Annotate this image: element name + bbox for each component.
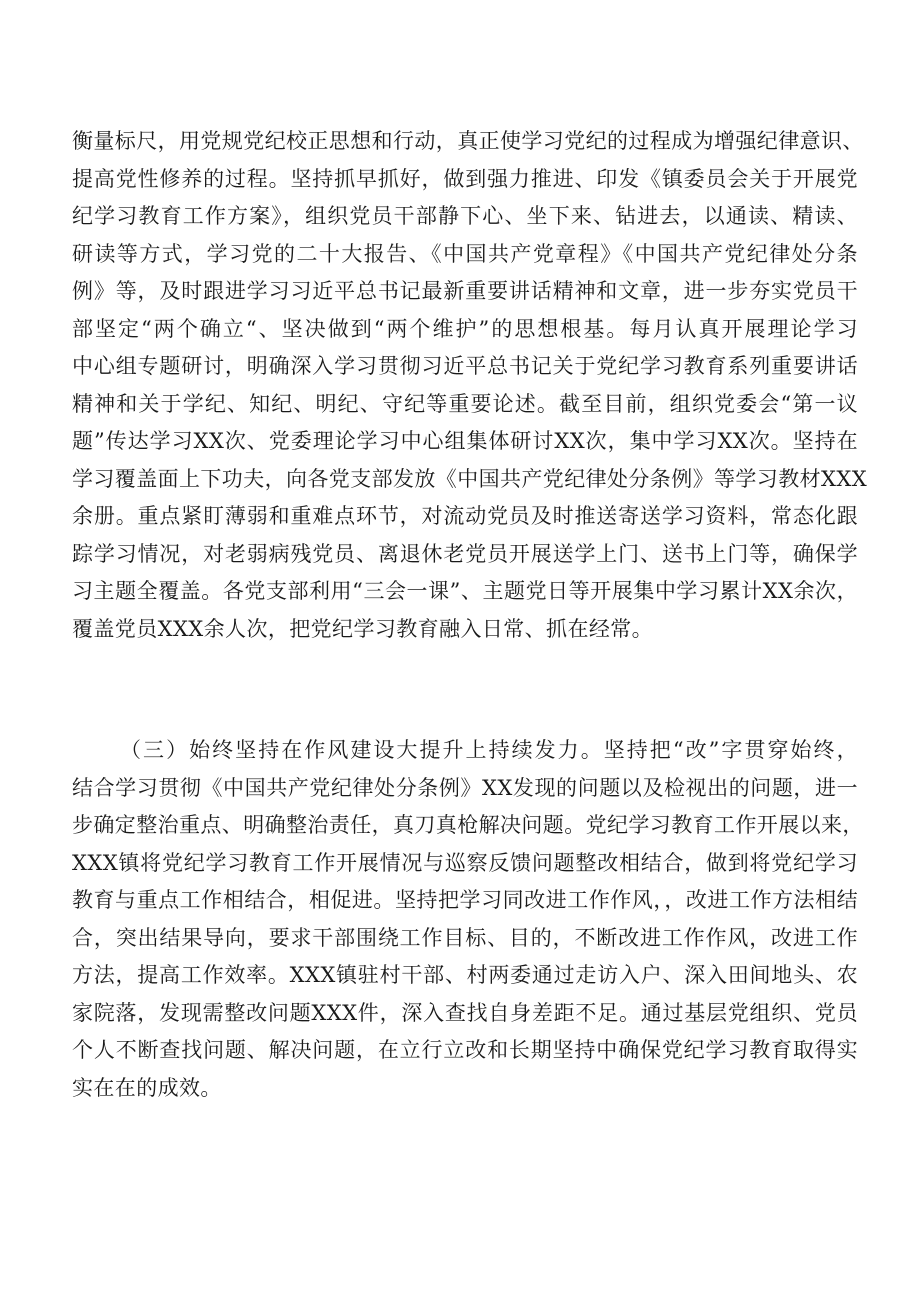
section-heading-line: （三）始终坚持在作风建设大提升上持续发力。坚持把“改”字贯穿始终， bbox=[120, 738, 858, 762]
text-line: 提高党性修养的过程。坚持抓早抓好，做到强力推进、印发《镇委员会关于开展党 bbox=[72, 166, 858, 191]
text-line: 结合学习贯彻《中国共产党纪律处分条例》XX发现的问题以及检视出的问题，进一 bbox=[72, 775, 858, 800]
text-line: 覆盖党员XXX余人次，把党纪学习教育融入日常、抓在经常。 bbox=[72, 616, 654, 641]
text-line: 步确定整治重点、明确整治责任，真刀真枪解决问题。党纪学习教育工作开展以来， bbox=[72, 813, 864, 837]
text-line: 例》等，及时跟进学习习近平总书记最新重要讲话精神和文章，进一步夯实党员干 bbox=[72, 279, 858, 303]
text-line: 个人不断查找问题、解决问题，在立行立改和长期坚持中确保党纪学习教育取得实 bbox=[72, 1038, 858, 1062]
text-line: 方法，提高工作效率。XXX镇驻村干部、村两委通过走访入户、深入田间地头、农 bbox=[72, 963, 858, 987]
text-line: 中心组专题研讨，明确深入学习贯彻习近平总书记关于党纪学习教育系列重要讲话 bbox=[72, 354, 858, 378]
text-line: 衡量标尺，用党规党纪校正思想和行动，真正使学习党纪的过程成为增强纪律意识、 bbox=[72, 129, 864, 153]
text-line: 踪学习情况，对老弱病残党员、离退休老党员开展送学上门、送书上门等，确保学 bbox=[72, 541, 858, 566]
paragraph-work-style bbox=[72, 732, 864, 1107]
text-line: 题”传达学习XX次、党委理论学习中心组集体研讨XX次，集中学习XX次。坚持在 bbox=[72, 429, 858, 453]
text-line: 纪学习教育工作方案》，组织党员干部静下心、坐下来、钻进去，以通读、精读、 bbox=[72, 204, 858, 228]
text-line: 习主题全覆盖。各党支部利用“三会一课”、主题党日等开展集中学习累计XX余次， bbox=[72, 579, 858, 603]
text-line: 余册。重点紧盯薄弱和重难点环节，对流动党员及时推送寄送学习资料，常态化跟 bbox=[72, 504, 858, 528]
text-line: 家院落，发现需整改问题XXX件，深入查找自身差距不足。通过基层党组织、党员 bbox=[72, 1000, 858, 1025]
text-line: 教育与重点工作相结合，相促进。坚持把学习同改进工作作风，，改进工作方法相结 bbox=[72, 888, 858, 912]
paragraph-study-coverage bbox=[72, 123, 868, 648]
text-line: 实在在的成效。 bbox=[72, 1075, 222, 1100]
text-line: XXX镇将党纪学习教育工作开展情况与巡察反馈问题整改相结合，做到将党纪学习 bbox=[72, 850, 858, 875]
text-line: 精神和关于学纪、知纪、明纪、守纪等重要论述。截至目前，组织党委会“第一议 bbox=[72, 391, 858, 416]
text-line: 部坚定“两个确立“、坚决做到“两个维护”的思想根基。每月认真开展理论学习 bbox=[72, 316, 858, 341]
text-line: 研读等方式，学习党的二十大报告、《中国共产党章程》《中国共产党纪律处分条 bbox=[72, 241, 858, 266]
text-line: 学习覆盖面上下功夫，向各党支部发放《中国共产党纪律处分条例》等学习教材XXX bbox=[72, 466, 868, 491]
text-line: 合，突出结果导向，要求干部围绕工作目标、目的，不断改进工作作风，改进工作 bbox=[72, 925, 858, 950]
